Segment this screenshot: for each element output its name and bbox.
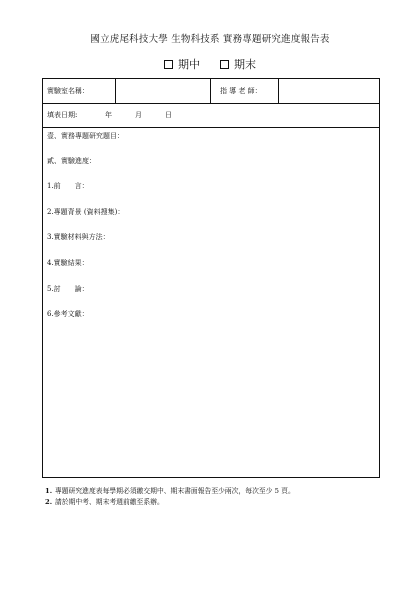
section-references: 6.參考文獻： (47, 310, 89, 318)
date-day: 日 (165, 111, 172, 119)
note-number: 2. (45, 498, 53, 506)
section-results: 4.實驗結果： (47, 259, 89, 267)
final-checkbox[interactable] (220, 60, 229, 69)
note-item (45, 497, 385, 508)
note-text: 專題研究進度表每學期必須繳交期中、期末書面報告至少兩次，每次至少 5 頁。 (55, 487, 295, 495)
section-introduction: 1.前 言： (47, 182, 89, 190)
period-selector (0, 56, 420, 72)
divider (210, 79, 211, 103)
section-topic: 壹、實務專題研究題目： (47, 132, 124, 140)
option-final[interactable] (220, 56, 256, 72)
midterm-label: 期中 (178, 58, 200, 71)
note-text: 請於期中考、期末考週前繳至系辦。 (55, 498, 164, 506)
final-label: 期末 (234, 58, 256, 71)
report-form (42, 78, 380, 478)
lab-name-field[interactable] (116, 79, 210, 103)
section-progress: 貳、實驗進度： (47, 157, 96, 165)
section-background: 2.專題背景 (資料搜集)： (47, 208, 125, 216)
section-materials-methods: 3.實驗材料與方法： (47, 233, 110, 241)
advisor-label: 指 導 老 師： (220, 87, 262, 95)
date-year: 年 (105, 111, 112, 119)
note-number: 1. (45, 487, 53, 495)
date-row (43, 103, 379, 128)
section-discussion: 5.討 論： (47, 285, 89, 293)
header-row (43, 79, 379, 104)
date-label: 填表日期: (47, 111, 78, 119)
date-month: 月 (135, 111, 142, 119)
note-item (45, 486, 385, 497)
midterm-checkbox[interactable] (164, 60, 173, 69)
option-midterm[interactable] (164, 56, 200, 72)
advisor-field[interactable] (279, 79, 379, 103)
notes (45, 486, 385, 508)
form-title: 國立虎尾科技大學 生物科技系 實務專題研究進度報告表 (90, 34, 330, 45)
lab-name-label: 實驗室名稱： (47, 87, 89, 95)
